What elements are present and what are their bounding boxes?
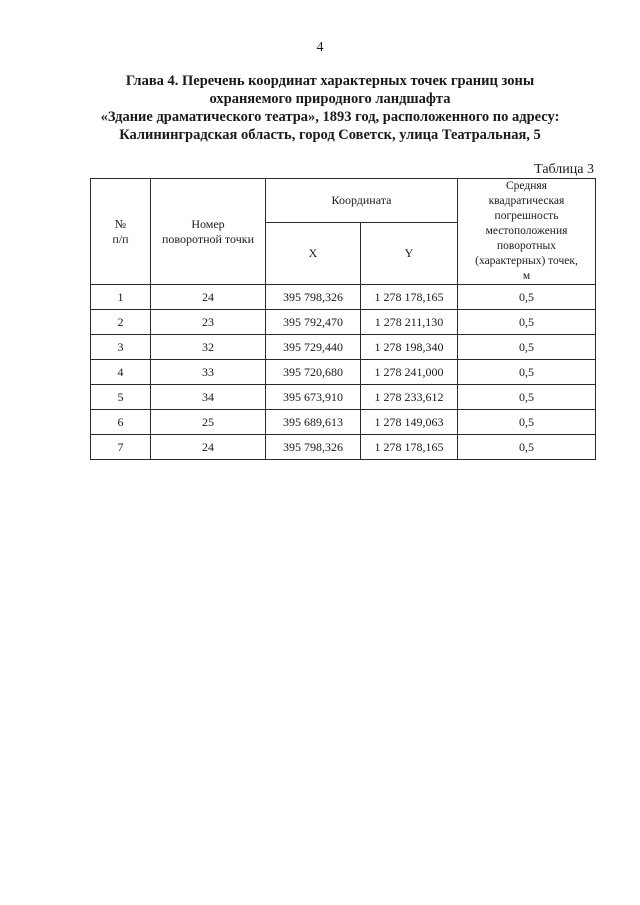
cell-error: 0,5 — [458, 435, 596, 460]
table-row — [91, 285, 596, 310]
header-y: Y — [361, 223, 458, 285]
header-error-line: местоположения — [485, 225, 568, 237]
heading-line-2: охраняемого природного ландшафта — [209, 91, 451, 107]
cell-y: 1 278 211,130 — [361, 310, 458, 335]
cell-x: 395 673,910 — [266, 385, 361, 410]
cell-point: 24 — [151, 285, 266, 310]
cell-error: 0,5 — [458, 335, 596, 360]
table-row — [91, 385, 596, 410]
header-error — [458, 179, 596, 285]
cell-x: 395 792,470 — [266, 310, 361, 335]
cell-error: 0,5 — [458, 285, 596, 310]
header-number — [91, 179, 151, 285]
cell-x: 395 720,680 — [266, 360, 361, 385]
header-coordinate: Координата — [266, 179, 458, 223]
heading-line-4: Калининградская область, город Советск, улица Театральная, 5 — [119, 127, 541, 143]
table-row — [91, 410, 596, 435]
cell-number: 1 — [91, 285, 151, 310]
document-heading — [60, 72, 600, 144]
table-row — [91, 435, 596, 460]
cell-x: 395 689,613 — [266, 410, 361, 435]
cell-point: 33 — [151, 360, 266, 385]
header-error-line: квадратическая — [488, 195, 565, 207]
cell-y: 1 278 233,612 — [361, 385, 458, 410]
cell-x: 395 798,326 — [266, 435, 361, 460]
header-point — [151, 179, 266, 285]
cell-point: 25 — [151, 410, 266, 435]
page-number: 4 — [316, 40, 324, 55]
cell-error: 0,5 — [458, 385, 596, 410]
cell-error: 0,5 — [458, 360, 596, 385]
heading-line-3: «Здание драматического театра», 1893 год, расположенного по адресу: — [100, 109, 560, 125]
cell-number: 7 — [91, 435, 151, 460]
cell-y: 1 278 178,165 — [361, 285, 458, 310]
header-number-line-1: № — [114, 216, 127, 231]
cell-point: 32 — [151, 335, 266, 360]
cell-y: 1 278 198,340 — [361, 335, 458, 360]
header-point-line-2: поворотной точки — [162, 231, 254, 246]
cell-point: 34 — [151, 385, 266, 410]
coordinates-table — [90, 178, 596, 460]
cell-x: 395 729,440 — [266, 335, 361, 360]
table-row — [91, 335, 596, 360]
heading-line-1: Глава 4. Перечень координат характерных точек границ зоны — [125, 73, 535, 89]
cell-y: 1 278 241,000 — [361, 360, 458, 385]
cell-error: 0,5 — [458, 410, 596, 435]
header-error-line: (характерных) точек, — [475, 255, 578, 267]
cell-number: 5 — [91, 385, 151, 410]
cell-x: 395 798,326 — [266, 285, 361, 310]
cell-number: 4 — [91, 360, 151, 385]
table-label: Таблица 3 — [534, 162, 594, 177]
table-row — [91, 310, 596, 335]
header-point-line-1: Номер — [191, 216, 225, 231]
header-number-line-2: п/п — [112, 231, 129, 246]
header-x: X — [266, 223, 361, 285]
cell-point: 23 — [151, 310, 266, 335]
cell-number: 2 — [91, 310, 151, 335]
cell-number: 6 — [91, 410, 151, 435]
cell-point: 24 — [151, 435, 266, 460]
cell-number: 3 — [91, 335, 151, 360]
header-error-line: м — [522, 270, 531, 282]
cell-y: 1 278 149,063 — [361, 410, 458, 435]
header-error-line: погрешность — [494, 210, 559, 222]
header-error-line: Средняя — [506, 180, 547, 192]
table-row — [91, 360, 596, 385]
cell-y: 1 278 178,165 — [361, 435, 458, 460]
header-error-line: поворотных — [496, 240, 556, 252]
cell-error: 0,5 — [458, 310, 596, 335]
